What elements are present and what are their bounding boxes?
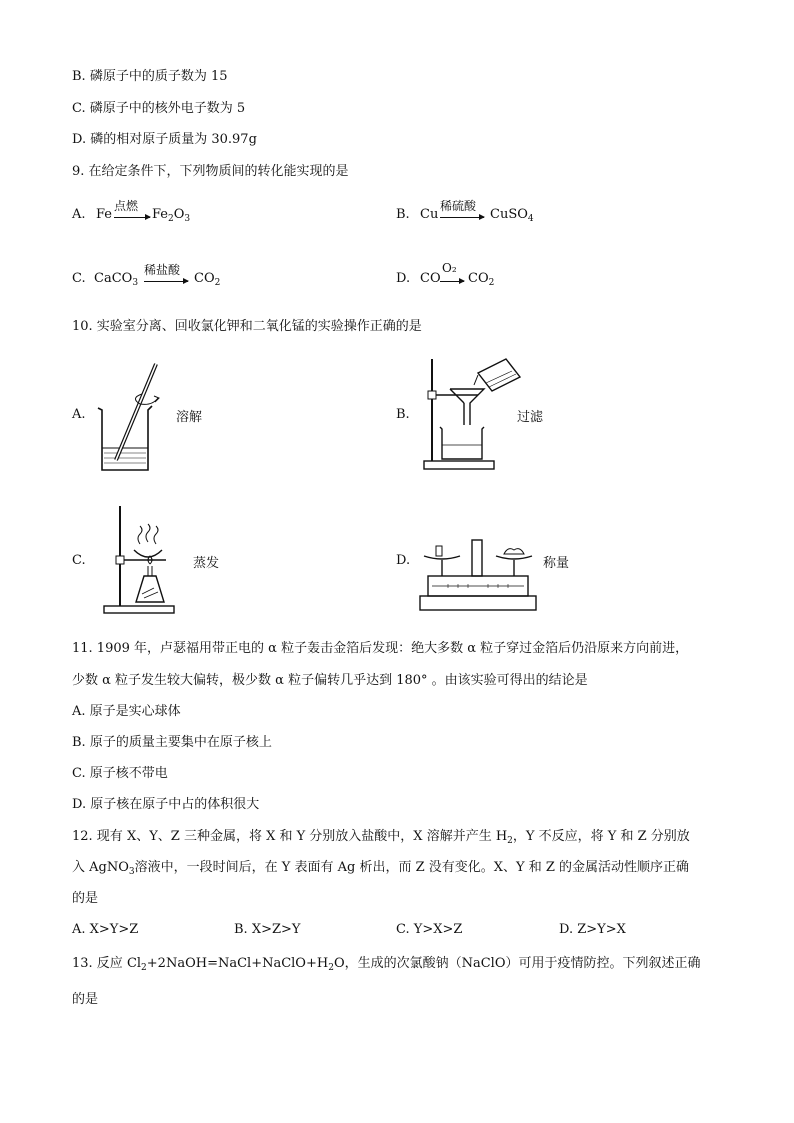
evaporation-illustration: [100, 502, 190, 618]
condition: O₂: [442, 261, 457, 275]
q9-option-c: [72, 263, 221, 288]
q9-option-a: [72, 199, 191, 224]
q13-stem-line1: 13. 反应 $Cl_2+2NaOH=NaCl+NaClO+H_2O$，生成的次氯酸钠（NaClO）可用于疫情防控。下列叙述正确: [72, 956, 701, 973]
q12-stem-line3: 的是: [72, 891, 99, 906]
product: $Fe_2O_3$: [152, 207, 191, 224]
beaker-dissolving-illustration: [92, 360, 162, 475]
q10-option-c-label: C.: [72, 553, 86, 568]
q12-stem-line2: 入 AgNO$_3$溶液中，一段时间后，在 Y 表面有 Ag 析出，而 Z 没有变化。X、Y 和 Z 的金属活动性顺序正确: [72, 860, 690, 877]
q11-stem-line2: 少数 α 粒子发生较大偏转，极少数 α 粒子偏转几乎达到 180° 。由该实验可得出的结论是: [72, 673, 588, 688]
option-label: D.: [396, 271, 411, 286]
q12-stem-line1: 12. 现有 X、Y、Z 三种金属，将 X 和 Y 分别放入盐酸中，X 溶解并产生 $H_2$，Y 不反应，将 Y 和 Z 分别放: [72, 829, 690, 846]
q11-option-a: A. 原子是实心球体: [72, 704, 181, 719]
q10-option-d-label: D.: [396, 553, 411, 568]
condition: 点燃: [114, 199, 139, 213]
q12-option-a: A. X>Y>Z: [72, 922, 139, 937]
filtration-illustration: [420, 355, 530, 475]
balance-scale-illustration: [418, 536, 538, 614]
q10-option-a-label: A.: [72, 407, 86, 422]
reactant: CO: [420, 271, 441, 286]
reactant: Cu: [420, 207, 439, 222]
q10-option-c-caption: 蒸发: [193, 556, 220, 571]
condition: 稀硫酸: [440, 199, 477, 213]
reaction-arrow: [440, 217, 484, 218]
condition: 稀盐酸: [144, 263, 181, 277]
q8-option-c: C. 磷原子中的核外电子数为 5: [72, 101, 246, 116]
q12-option-b: B. X>Z>Y: [234, 922, 301, 937]
q10-option-b-caption: 过滤: [517, 410, 544, 425]
q10-option-a-caption: 溶解: [176, 410, 203, 425]
q10-stem: 10. 实验室分离、回收氯化钾和二氧化锰的实验操作正确的是: [72, 319, 422, 334]
reactant: CaCO$_3$: [94, 271, 139, 288]
q10-option-d-caption: 称量: [543, 556, 570, 571]
q11-option-b: B. 原子的质量主要集中在原子核上: [72, 735, 272, 750]
q9-option-d: [396, 261, 495, 288]
q11-stem-line1: 11. 1909 年，卢瑟福用带正电的 α 粒子轰击金箔后发现：绝大多数 α 粒子穿过金箔后仍沿原来方向前进，: [72, 641, 689, 656]
reaction-arrow: [144, 281, 188, 282]
reactant: Fe: [96, 207, 113, 222]
option-label: A.: [72, 207, 86, 222]
q11-option-d: D. 原子核在原子中占的体积很大: [72, 797, 260, 812]
product: $CO_2$: [194, 271, 221, 288]
q11-option-c: C. 原子核不带电: [72, 766, 168, 781]
option-label: B.: [396, 207, 410, 222]
q10-option-b-label: B.: [396, 407, 410, 422]
q8-option-d: D. 磷的相对原子质量为 30.97g: [72, 132, 257, 147]
option-label: C.: [72, 271, 86, 286]
reaction-arrow: [114, 217, 150, 218]
q8-option-b: B. 磷原子中的质子数为 15: [72, 69, 228, 84]
q12-option-d: D. Z>Y>X: [559, 922, 626, 937]
product: CuSO$_4$: [490, 207, 534, 224]
product: $CO_2$: [468, 271, 495, 288]
q9-option-b: [396, 199, 534, 224]
reaction-arrow: [440, 281, 464, 282]
q12-option-c: C. Y>X>Z: [396, 922, 463, 937]
q9-stem: 9. 在给定条件下，下列物质间的转化能实现的是: [72, 164, 349, 179]
q13-stem-line2: 的是: [72, 992, 99, 1007]
